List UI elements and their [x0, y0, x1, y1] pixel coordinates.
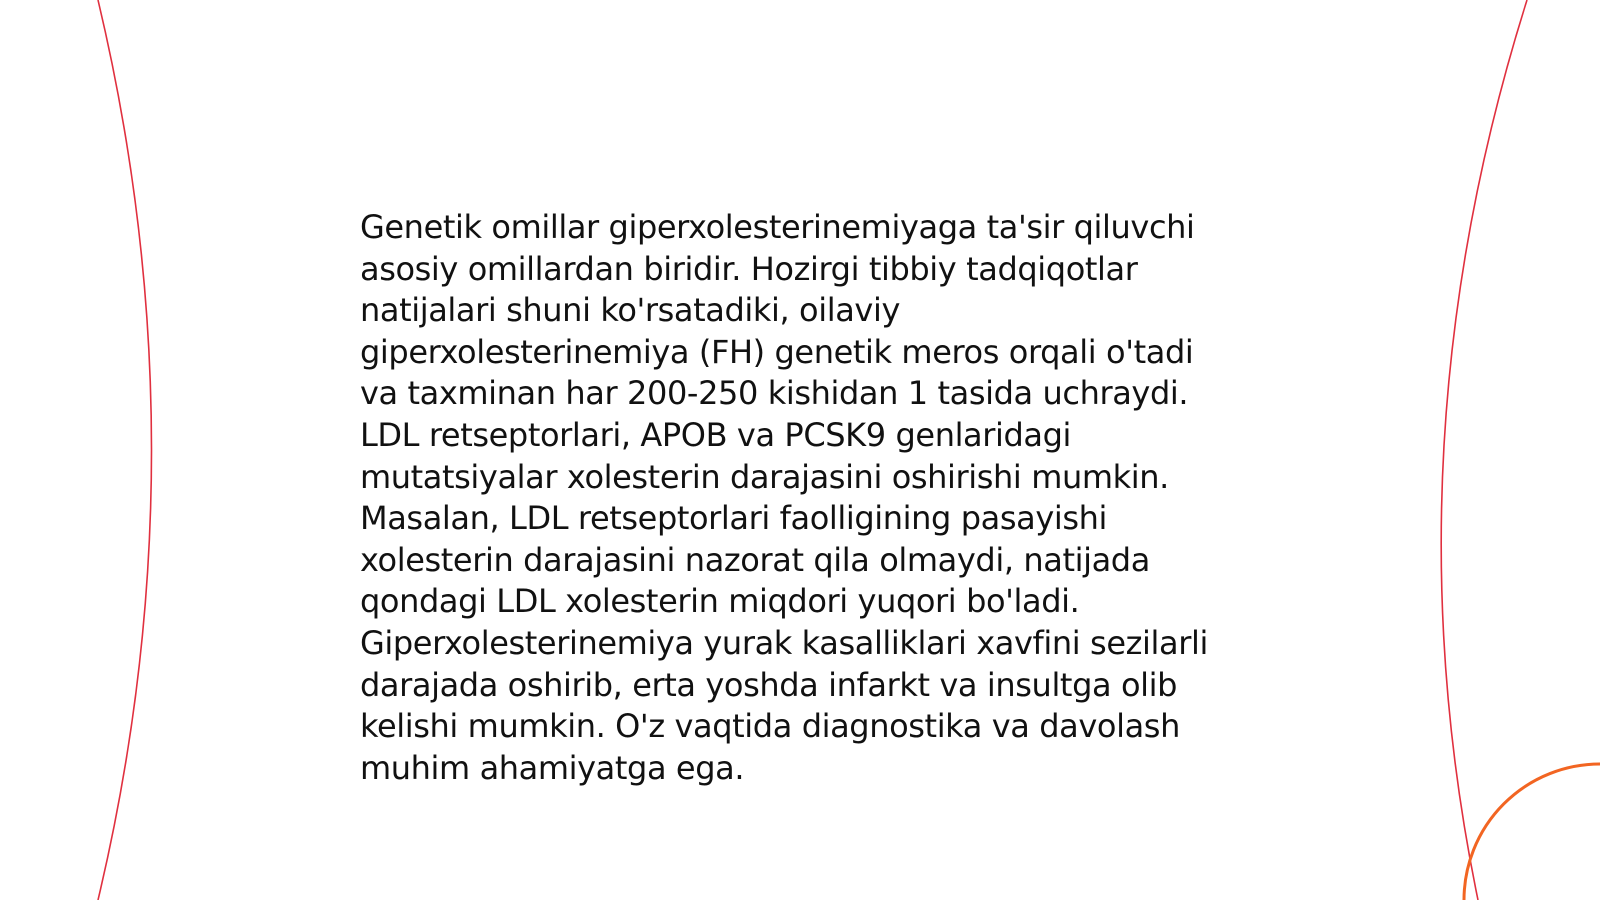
left-curve-line — [98, 0, 152, 900]
orange-accent-arc — [1464, 764, 1600, 900]
right-curve-line — [1441, 0, 1527, 900]
slide-body-text: Genetik omillar giperxolesterinemiyaga ta'sir qiluvchi asosiy omillardan biridir. Hozirgi tibbiy tadqiqotlar natijalari shuni ko'rsatadiki, oilaviy giperxolesterinemiya (FH) genetik meros orqali o'tadi va taxminan har 200-250 kishidan 1 tasida uchraydi. LDL retseptorlari, APOB va PCSK9 genlaridagi mutatsiyalar xolesterin darajasini oshirishi mumkin. Masalan, LDL retseptorlari faolligining pasayishi xolesterin darajasini nazorat qila olmaydi, natijada qondagi LDL xolesterin miqdori yuqori bo'ladi. Giperxolesterinemiya yurak kasalliklari xavfini sezilarli darajada oshirib, erta yoshda infarkt va insultga olib kelishi mumkin. O'z vaqtida diagnostika va davolash muhim ahamiyatga ega. — [360, 208, 1208, 787]
